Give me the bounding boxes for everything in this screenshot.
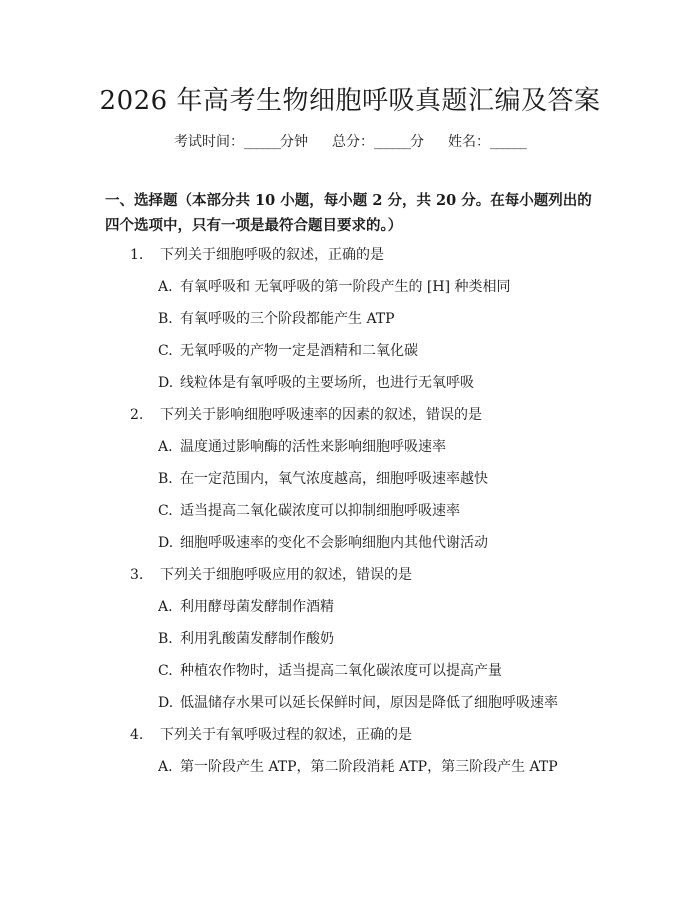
option-text: 第一阶段产生 ATP，第二阶段消耗 ATP，第三阶段产生 ATP [180,759,558,775]
total-score-label: 总分： [332,134,374,150]
option-item [158,597,334,617]
option-label: A. [158,759,173,775]
option-text: 适当提高二氧化碳浓度可以抑制细胞呼吸速率 [180,503,460,519]
question-text: 下列关于细胞呼吸应用的叙述，错误的是 [160,567,412,583]
student-name-label: 姓名： [448,134,490,150]
option-item [158,373,474,393]
option-label: D. [158,375,174,391]
option-text: 利用酵母菌发酵制作酒精 [180,599,334,615]
option-label: B. [158,311,173,327]
exam-time-blank: ______ [244,134,280,150]
option-label: C. [158,663,173,679]
option-item [158,437,446,457]
option-item [158,309,395,329]
option-label: B. [158,631,173,647]
option-item [158,501,460,521]
option-item [158,661,502,681]
option-item [158,277,510,297]
option-text: 线粒体是有氧呼吸的主要场所，也进行无氧呼吸 [180,375,474,391]
question-text: 下列关于影响细胞呼吸速率的因素的叙述，错误的是 [160,407,482,423]
option-item [158,341,418,361]
document-title: 2026 年高考生物细胞呼吸真题汇编及答案 [99,86,601,116]
question-stem [130,405,482,425]
question-number: 4. [130,727,144,743]
exam-info-line [0,131,700,151]
option-text: 种植农作物时，适当提高二氧化碳浓度可以提高产量 [180,663,502,679]
question-text: 下列关于细胞呼吸的叙述，正确的是 [160,247,384,263]
option-text: 低温储存水果可以延长保鲜时间，原因是降低了细胞呼吸速率 [180,695,558,711]
exam-time-label: 考试时间： [174,134,244,150]
student-name-blank: ______ [490,134,526,150]
option-label: A. [158,279,173,295]
option-item [158,629,334,649]
option-label: A. [158,439,173,455]
option-text: 利用乳酸菌发酵制作酸奶 [180,631,334,647]
option-text: 细胞呼吸速率的变化不会影响细胞内其他代谢活动 [180,535,488,551]
student-name-field [448,131,526,151]
question-text: 下列关于有氧呼吸过程的叙述，正确的是 [160,727,412,743]
question-number: 3. [130,567,144,583]
total-score-blank: ______ [374,134,410,150]
section-heading: 一、选择题（本部分共 10 小题，每小题 2 分，共 20 分。在每小题列出的四个选项中，只有一项是最符合题目要求的。） [105,192,592,234]
option-label: D. [158,535,174,551]
option-label: C. [158,503,173,519]
question-number: 1. [130,247,144,263]
exam-time-unit: 分钟 [280,134,308,150]
total-score-field [332,131,424,151]
option-item [158,469,488,489]
option-text: 无氧呼吸的产物一定是酒精和二氧化碳 [180,343,418,359]
question-stem [130,725,412,745]
total-score-unit: 分 [410,134,424,150]
option-label: B. [158,471,173,487]
option-label: C. [158,343,173,359]
question-stem [130,565,412,585]
question-stem [130,245,384,265]
option-label: D. [158,695,174,711]
option-item [158,533,488,553]
option-text: 有氧呼吸的三个阶段都能产生 ATP [180,311,395,327]
exam-time-field [174,131,308,151]
option-text: 在一定范围内，氧气浓度越高，细胞呼吸速率越快 [180,471,488,487]
option-item [158,757,558,777]
option-item [158,693,558,713]
option-text: 温度通过影响酶的活性来影响细胞呼吸速率 [180,439,446,455]
option-label: A. [158,599,173,615]
option-text: 有氧呼吸和 无氧呼吸的第一阶段产生的 [H] 种类相同 [180,279,511,295]
question-number: 2. [130,407,144,423]
